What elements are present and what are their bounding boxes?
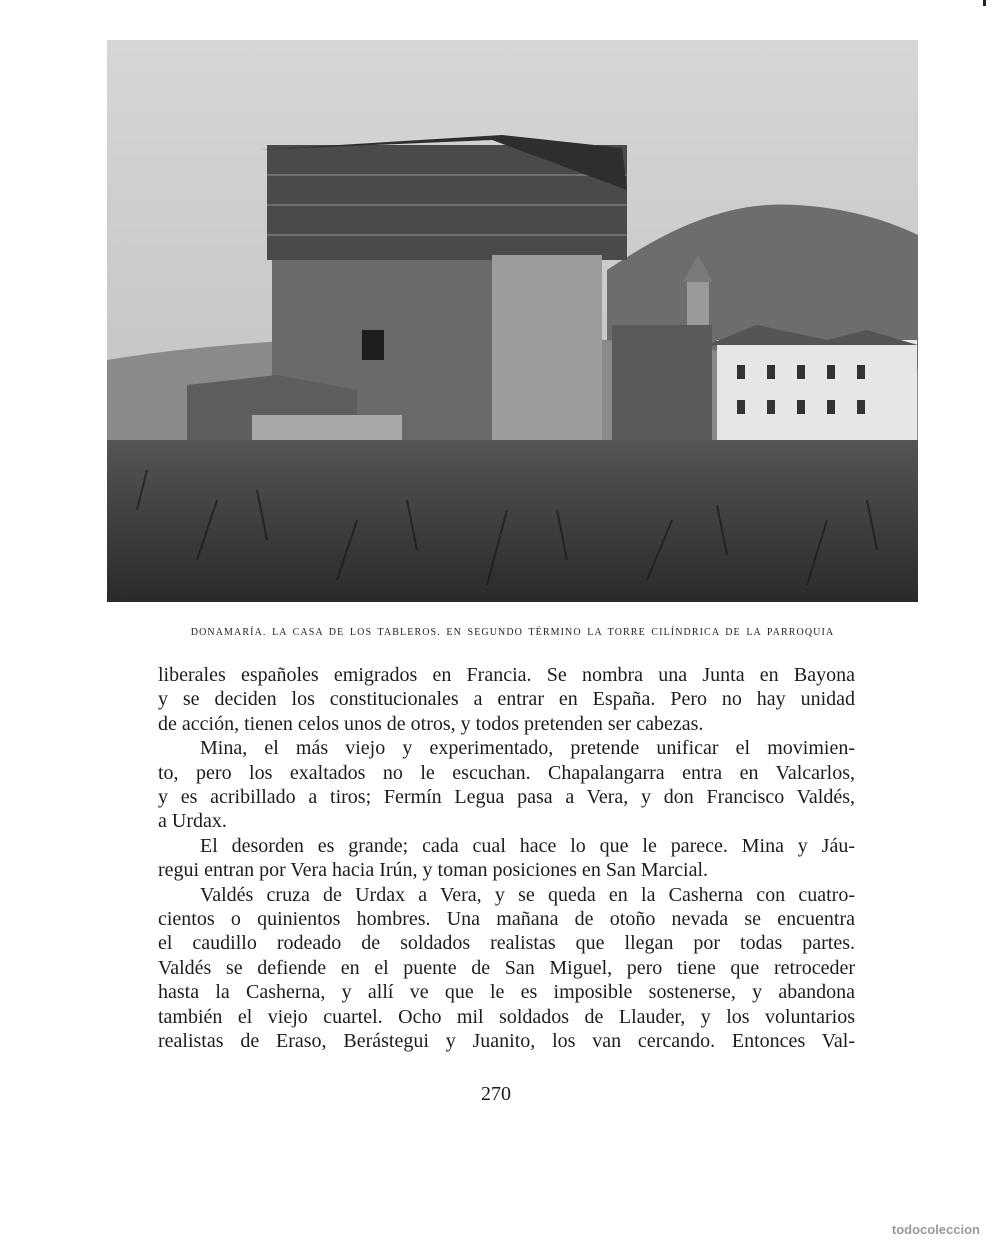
page-number: 270: [481, 1083, 511, 1105]
white-houses: [717, 340, 917, 450]
foreground-grass: [107, 440, 918, 602]
text-line: y es acribillado a tiros; Fermín Legua pasa a Vera, y don Francisco Valdés,: [158, 786, 855, 809]
text-line: realistas de Eraso, Berástegui y Juanito, los van cercando. Entonces Val-: [158, 1030, 855, 1053]
crop-mark: [983, 0, 986, 6]
photo-illustration: [107, 40, 918, 602]
text-line: Valdés se defiende en el puente de San Miguel, pero tiene que retroceder: [158, 956, 855, 979]
text-line: cientos o quinientos hombres. Una mañana de otoño nevada se encuentra: [158, 908, 855, 931]
text-line: de acción, tienen celos unos de otros, y todos pretenden ser cabezas.: [158, 712, 704, 735]
church-building: [612, 325, 712, 450]
photo-caption: DONAMARÍA. LA CASA DE LOS TABLEROS. EN SEGUNDO TÉRMINO LA TORRE CILÍNDRICA DE LA PARROQUIA: [190, 627, 835, 638]
text-line: también el viejo cuartel. Ocho mil soldados de Llauder, y los voluntarios: [158, 1005, 855, 1028]
watermark: todocoleccion: [891, 1222, 980, 1237]
text-line: El desorden es grande; cada cual hace lo que le parece. Mina y Jáu-: [200, 834, 855, 857]
text-line: Mina, el más viejo y experimentado, pretende unificar el movimien-: [200, 737, 855, 760]
text-line: Valdés cruza de Urdax a Vera, y se queda en la Casherna con cuatro-: [200, 883, 855, 906]
text-line: a Urdax.: [158, 810, 227, 833]
photograph: [107, 40, 918, 602]
tower-stone-side: [492, 255, 602, 470]
text-line: liberales españoles emigrados en Francia. Se nombra una Junta en Bayona: [158, 664, 855, 686]
text-line: y se deciden los constitucionales a entrar en España. Pero no hay unidad: [158, 688, 855, 711]
body-text: [158, 663, 855, 1054]
text-line: regui entran por Vera hacia Irún, y toman posiciones en San Marcial.: [158, 859, 708, 882]
text-line: el caudillo rodeado de soldados realistas que llegan por todas partes.: [158, 932, 855, 955]
text-line: to, pero los exaltados no le escuchan. Chapalangarra entra en Valcarlos,: [158, 761, 855, 784]
text-line: hasta la Casherna, y allí ve que le es imposible sostenerse, y abandona: [158, 981, 855, 1004]
tower-window: [362, 330, 384, 360]
